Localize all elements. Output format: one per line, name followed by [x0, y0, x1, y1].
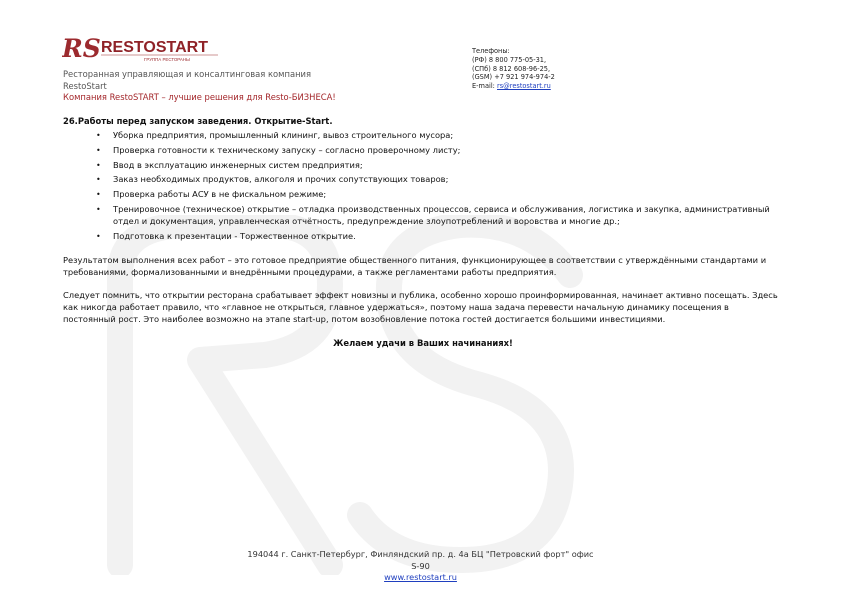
list-item: • Проверка готовности к техническому запуску – согласно проверочному листу;	[113, 145, 783, 157]
phone-spb: (СПб) 8 812 608-96-25,	[472, 64, 551, 73]
company-info	[63, 69, 336, 104]
phone-rf: (РФ) 8 800 775-05-31,	[472, 55, 547, 64]
company-tagline: Компания RestoSTART – лучшие решения для Resto-БИЗНЕСА!	[63, 92, 336, 102]
logo-monogram: RS	[62, 34, 101, 63]
document-content	[63, 116, 783, 350]
list-item: • Заказ необходимых продуктов, алкоголя и прочих сопутствующих товаров;	[113, 174, 783, 186]
advice-paragraph: Следует помнить, что открытии ресторана срабатывает эффект новизны и публика, особенно хорошо проинформированная, начинает активно посещать. Здесь как никогда работает правило, что «главное не открыться, главное удержаться», поэтому наша задача перевести начальную динамику посещения в постоянный рост. Это наиболее возможно на этапе start-up, потом возобновление потока гостей достигается большими инвестициями.	[63, 290, 778, 324]
list-item: • Подготовка к презентации - Торжественное открытие.	[113, 231, 783, 243]
website-link[interactable]: www.restostart.ru	[384, 572, 457, 582]
footer-address: 194044 г. Санкт-Петербург, Финляндский пр. д. 4а БЦ "Петровский форт" офис	[247, 549, 594, 559]
email-line	[472, 82, 555, 91]
restostart-logo	[62, 33, 232, 63]
list-item: • Проверка работы АСУ в не фискальном режиме;	[113, 189, 783, 201]
list-item: • Уборка предприятия, промышленный клининг, вывоз строительного мусора;	[113, 130, 783, 142]
result-paragraph: Результатом выполнения всех работ – это готовое предприятие общественного питания, функционирующее в соответствии с утверждёнными стандартами и требованиями, формализованными и внедрёнными процедурами, а также регламентами работы предприятия.	[63, 254, 767, 277]
logo-brand: RESTOSTART	[101, 39, 208, 56]
email-link[interactable]: rs@restostart.ru	[497, 82, 551, 91]
contacts-block	[472, 47, 555, 91]
list-item: • Тренировочное (техническое) открытие – отладка производственных процессов, сервиса и обслуживания, логистика и закупка, административный отдел и документация, управленческая отчётность, предупреждение злоупотреблений и воровства и многие др.;	[113, 204, 783, 228]
company-name: RestoStart	[63, 80, 107, 91]
list-item: • Ввод в эксплуатацию инженерных систем предприятия;	[113, 160, 783, 172]
closing-wish: Желаем удачи в Ваших начинаниях!	[333, 337, 513, 348]
page-footer	[0, 549, 841, 584]
company-description: Ресторанная управляющая и консалтинговая компания	[63, 69, 312, 79]
phones-label: Телефоны:	[472, 47, 510, 55]
phone-gsm: (GSM) +7 921 974-974-2	[472, 73, 555, 82]
footer-office: S-90	[411, 560, 430, 571]
task-list	[63, 130, 783, 243]
section-title: 26.Работы перед запуском заведения. Открытие-Start.	[63, 116, 333, 126]
logo-subtitle: ГРУППА РЕСТОРАНЫ	[144, 57, 190, 62]
email-label: E-mail:	[472, 82, 495, 91]
